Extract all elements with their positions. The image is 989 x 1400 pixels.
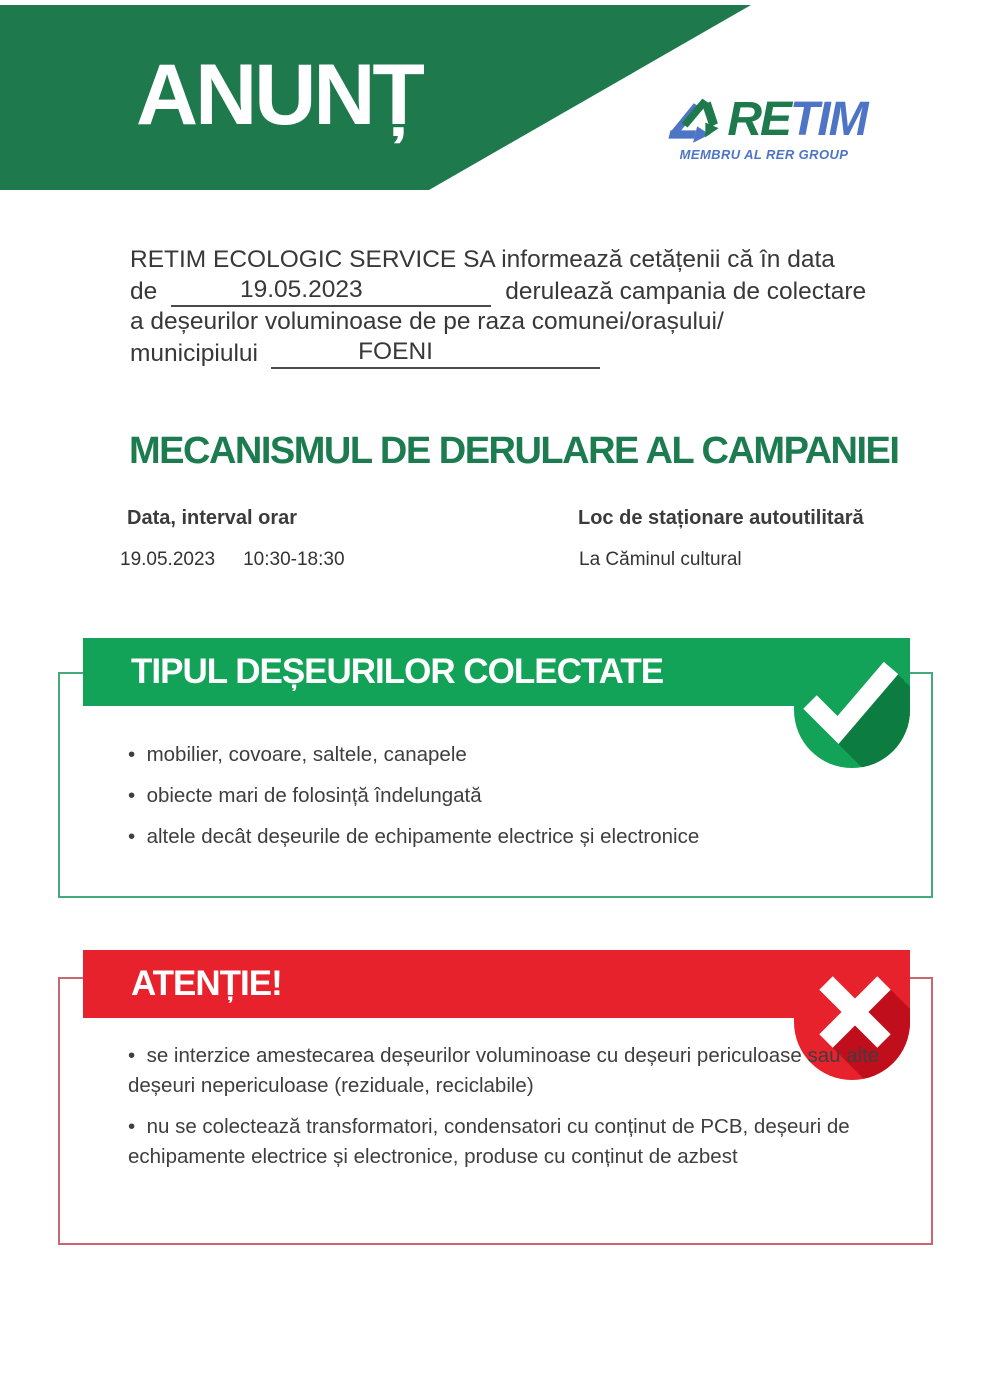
intro-line-2	[130, 275, 930, 307]
intro-line-3: a deșeurilor voluminoase de pe raza comunei/orașului/	[130, 308, 724, 335]
logo-wordmark	[727, 93, 867, 146]
collected-types-box	[58, 652, 933, 898]
recycle-arrows-icon	[661, 94, 725, 144]
attention-box	[58, 964, 933, 1245]
logo-tagline: MEMBRU AL RER GROUP	[679, 147, 849, 162]
list-item: • nu se colectează transformatori, condensatori cu conținut de PCB, deșeuri de echipamente electrice și electronice, produse cu conținut de azbest	[128, 1112, 893, 1172]
section-heading: MECANISMUL DE DERULARE AL CAMPANIEI	[129, 430, 899, 472]
intro-line-2-prefix: de	[130, 278, 158, 305]
schedule-col2-header: Loc de staționare autoutilitară	[578, 507, 864, 529]
intro-line-4	[130, 337, 930, 369]
collected-types-title: TIPUL DEȘEURILOR COLECTATE	[131, 652, 664, 691]
schedule-location: La Căminul cultural	[579, 549, 742, 570]
poster-title: ANUNȚ	[136, 47, 422, 143]
city-fill-in: FOENI	[271, 337, 600, 369]
intro-line-1: RETIM ECOLOGIC SERVICE SA informează cetățenii că în data	[130, 246, 835, 273]
date-fill-in: 19.05.2023	[171, 275, 491, 307]
attention-list	[128, 1041, 893, 1183]
list-item: • se interzice amestecarea deșeurilor voluminoase cu deșeuri periculoase sau alte deșeuri nepericuloase (reziduale, reciclabile)	[128, 1041, 893, 1101]
attention-header-bar	[83, 950, 910, 1018]
schedule-col1-header: Data, interval orar	[127, 507, 298, 529]
logo-text-re: RE	[727, 93, 791, 146]
attention-title: ATENȚIE!	[131, 964, 282, 1003]
retim-logo	[644, 94, 884, 162]
intro-paragraph	[130, 245, 930, 369]
collected-types-header-bar	[83, 638, 910, 706]
list-item: • mobilier, covoare, saltele, canapele	[128, 740, 893, 770]
schedule-date: 19.05.2023	[120, 549, 216, 570]
collected-types-list	[128, 740, 893, 863]
intro-line-4-prefix: municipiului	[130, 340, 259, 367]
schedule-time: 10:30-18:30	[243, 549, 345, 570]
logo-text-tim: TIM	[790, 93, 867, 146]
schedule-col1-values	[120, 549, 345, 571]
intro-line-2-suffix: derulează campania de colectare	[505, 278, 867, 305]
list-item: • altele decât deșeurile de echipamente electrice și electronice	[128, 822, 893, 852]
list-item: • obiecte mari de folosință îndelungată	[128, 781, 893, 811]
